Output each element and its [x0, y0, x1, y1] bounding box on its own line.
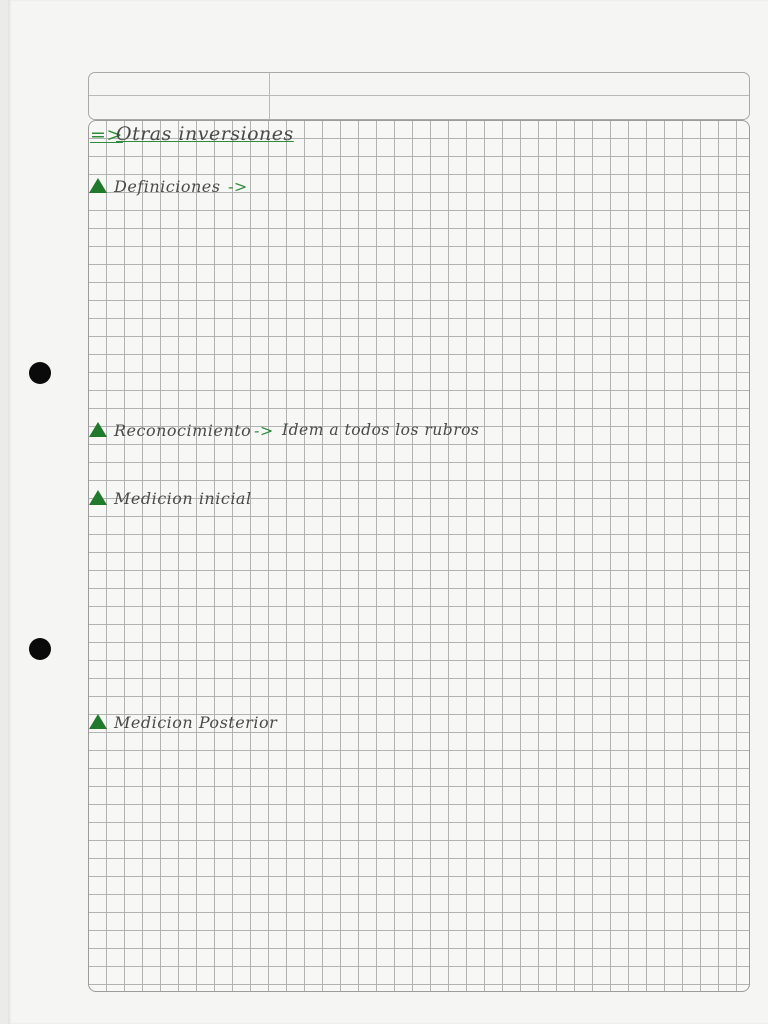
recognition-arrow: -> [254, 421, 274, 440]
triangle-bullet-icon [89, 178, 107, 193]
punch-hole-top [29, 362, 51, 384]
recognition-text: Idem a todos los rubros [282, 421, 480, 439]
triangle-bullet-icon [89, 422, 107, 437]
definition-arrow: -> [228, 177, 248, 196]
page-header-box [88, 72, 750, 120]
title-arrow: => [90, 124, 123, 146]
graph-paper-grid [88, 120, 750, 992]
triangle-bullet-icon [89, 490, 107, 505]
later-measurement-heading: Medicion Posterior [114, 713, 278, 732]
page-title: Otras inversiones [116, 123, 294, 145]
initial-measurement-heading: Medicion inicial [114, 489, 252, 508]
recognition-heading: Reconocimiento [114, 421, 252, 440]
triangle-bullet-icon [89, 714, 107, 729]
punch-hole-bottom [29, 638, 51, 660]
definition-heading: Definiciones [114, 177, 221, 196]
